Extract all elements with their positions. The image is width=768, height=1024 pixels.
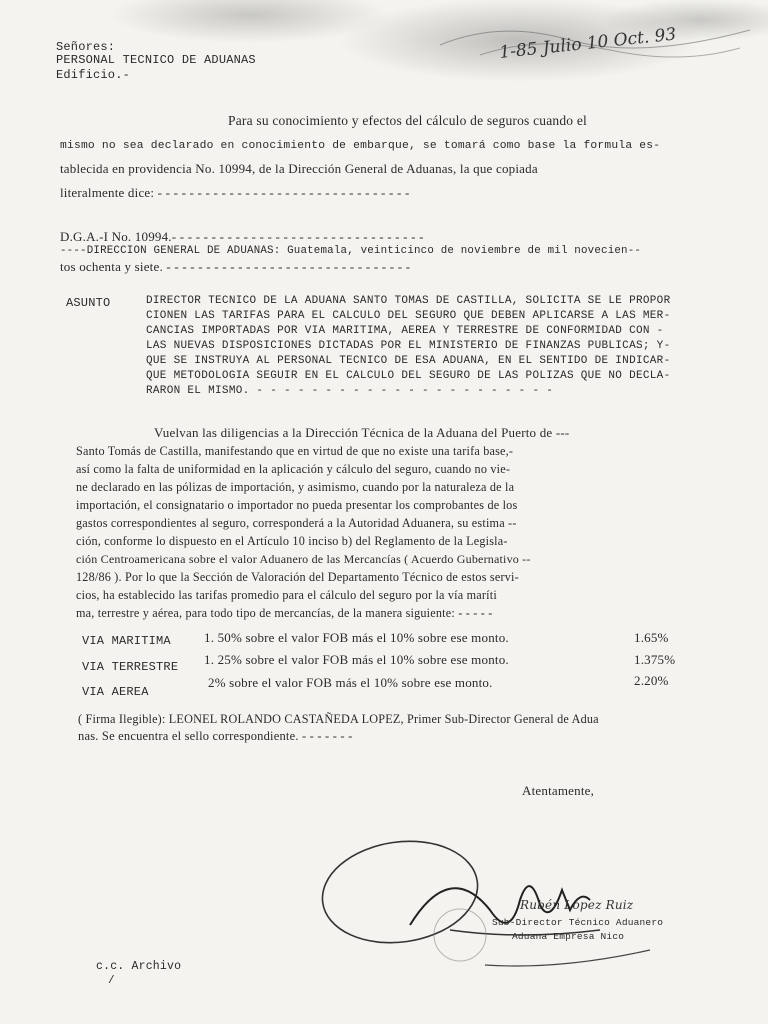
body-line: gastos correspondientes al seguro, corresponderá a la Autoridad Aduanera, su estima -- bbox=[76, 516, 517, 530]
firma-line: ( Firma Ilegible): LEONEL ROLANDO CASTAÑEDA LOPEZ, Primer Sub-Director General de Adua bbox=[78, 712, 599, 726]
intro-line: Para su conocimiento y efectos del cálculo de seguros cuando el bbox=[228, 113, 587, 128]
asunto-line: QUE SE INSTRUYA AL PERSONAL TECNICO DE ESA ADUANA, EN EL SENTIDO DE INDICAR- bbox=[146, 355, 671, 367]
received-stamp bbox=[420, 0, 768, 80]
reference-line: D.G.A.-I No. 10994.- - - - - - - - - - - - - - - - - - - - - - - - - - - - - - - - bbox=[60, 229, 424, 244]
body-line: ción Centroamericana sobre el valor Aduanero de las Mercancías ( Acuerdo Gubernativo -- bbox=[76, 552, 531, 566]
rate-value: 1.65% bbox=[634, 630, 669, 645]
body-line: importación, el consignatario o importador no pueda presentar los comprobantes de los bbox=[76, 498, 518, 512]
intro-line: literalmente dice: - - - - - - - - - - - - - - - - - - - - - - - - - - - - - - - - bbox=[60, 185, 410, 200]
reference-line: tos ochenta y siete. - - - - - - - - - - - - - - - - - - - - - - - - - - - - - - - bbox=[60, 259, 411, 274]
signer-name: Rubén López Ruiz bbox=[520, 898, 634, 912]
body-line: así como la falta de uniformidad en la aplicación y cálculo del seguro, cuando no vie- bbox=[76, 462, 511, 476]
footer-mark: / bbox=[108, 975, 115, 987]
firma-line: nas. Se encuentra el sello correspondiente. - - - - - - - bbox=[78, 729, 353, 743]
asunto-line: QUE METODOLOGIA SEGUIR EN EL CALCULO DEL SEGURO DE LAS POLIZAS QUE NO DECLA- bbox=[146, 370, 671, 382]
body-line: cios, ha establecido las tarifas promedio para el cálculo del seguro por la vía maríti bbox=[76, 588, 497, 602]
body-line: Santo Tomás de Castilla, manifestando que en virtud de que no existe una tarifa base,- bbox=[76, 444, 514, 458]
reference-line: ----DIRECCION GENERAL DE ADUANAS: Guatemala, veinticinco de noviembre de mil novecien-- bbox=[60, 245, 642, 257]
signer-office: Aduana Empresa Nico bbox=[512, 931, 625, 942]
rate-value: 2.20% bbox=[634, 673, 669, 688]
rate-description: 1. 50% sobre el valor FOB más el 10% sobre ese monto. bbox=[204, 630, 509, 645]
asunto-line: CIONEN LAS TARIFAS PARA EL CALCULO DEL SEGURO QUE DEBEN APLICARSE A LAS MER- bbox=[146, 310, 671, 322]
signer-title: Sub-Director Técnico Aduanero bbox=[492, 917, 664, 928]
rate-via: VIA TERRESTRE bbox=[82, 660, 179, 674]
stamp-text: 1-85 Julio 10 Oct. 93 bbox=[498, 24, 678, 63]
asunto-line: DIRECTOR TECNICO DE LA ADUANA SANTO TOMAS DE CASTILLA, SOLICITA SE LE PROPOR bbox=[146, 295, 671, 307]
rate-value: 1.375% bbox=[634, 652, 676, 667]
rate-via: VIA AEREA bbox=[82, 685, 149, 699]
closing: Atentamente, bbox=[522, 783, 595, 798]
location: Edificio.- bbox=[56, 68, 131, 82]
body-line: 128/86 ). Por lo que la Sección de Valoración del Departamento Técnico de estos servi- bbox=[76, 570, 519, 584]
asunto-label: ASUNTO bbox=[66, 296, 111, 310]
rate-via: VIA MARITIMA bbox=[82, 634, 171, 648]
rate-description: 2% sobre el valor FOB más el 10% sobre ese monto. bbox=[208, 675, 493, 690]
body-line: ma, terrestre y aérea, para todo tipo de mercancías, de la manera siguiente: - - - - - bbox=[76, 606, 493, 620]
asunto-line: RARON EL MISMO. - - - - - - - - - - - - - - - - - - - - - - bbox=[146, 385, 554, 397]
asunto-line: CANCIAS IMPORTADAS POR VIA MARITIMA, AEREA Y TERRESTRE DE CONFORMIDAD CON - bbox=[146, 325, 664, 337]
asunto-line: LAS NUEVAS DISPOSICIONES DICTADAS POR EL MINISTERIO DE FINANZAS PUBLICAS; Y- bbox=[146, 340, 671, 352]
intro-line: tablecida en providencia No. 10994, de la Dirección General de Aduanas, la que copiada bbox=[60, 161, 538, 176]
cc-archive: c.c. Archivo bbox=[96, 960, 182, 973]
intro-line: mismo no sea declarado en conocimiento de embarque, se tomará como base la formula es- bbox=[60, 140, 661, 152]
salutation: Señores: bbox=[56, 40, 116, 54]
body-line: ción, conforme lo dispuesto en el Artículo 10 inciso b) del Reglamento de la Legisla- bbox=[76, 534, 508, 548]
body-line: ne declarado en las pólizas de importación, y asimismo, cuando por la naturaleza de la bbox=[76, 480, 515, 494]
body-line: Vuelvan las diligencias a la Dirección Técnica de la Aduana del Puerto de --- bbox=[154, 425, 570, 440]
handwritten-signature bbox=[300, 830, 700, 990]
rate-description: 1. 25% sobre el valor FOB más el 10% sobre ese monto. bbox=[204, 652, 509, 667]
recipient: PERSONAL TECNICO DE ADUANAS bbox=[56, 53, 256, 67]
